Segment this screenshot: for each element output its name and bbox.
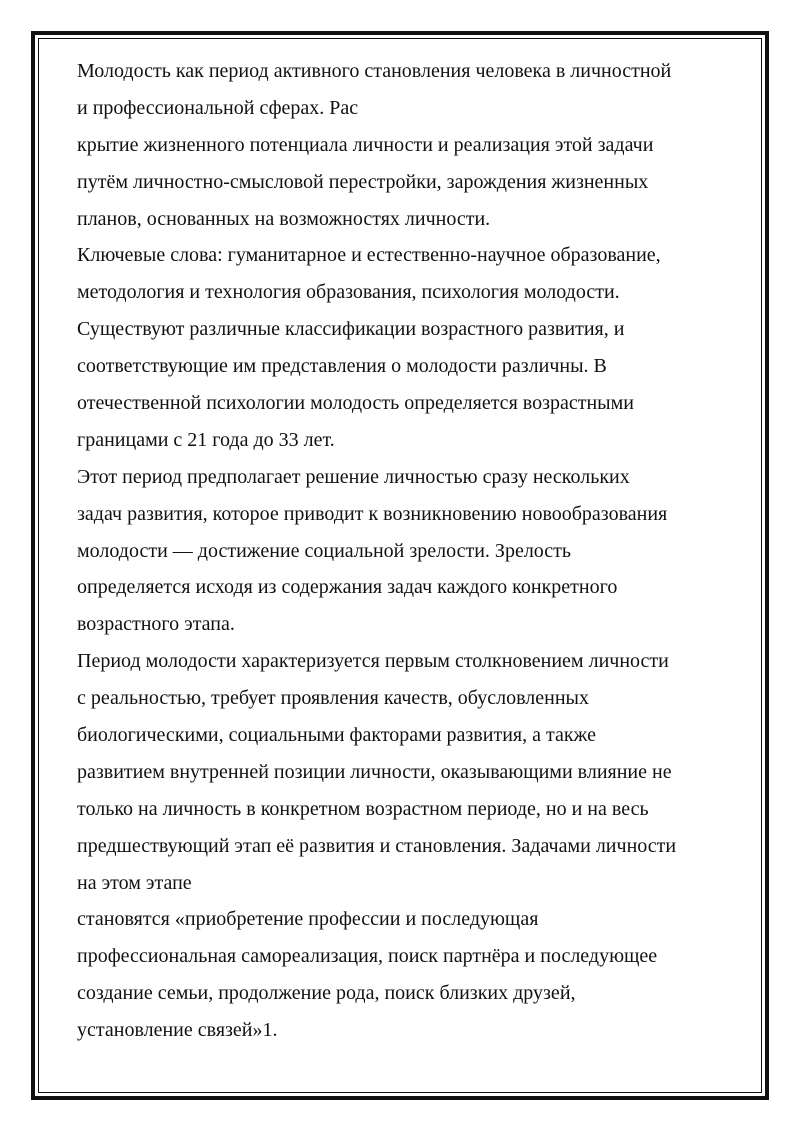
text-line: крытие жизненного потенциала личности и реализация этой задачи [77,133,654,156]
text-line: создание семьи, продолжение рода, поиск близких друзей, [77,982,576,1005]
text-line: предшествующий этап её развития и становления. Задачами личности [77,834,677,857]
text-line: на этом этапе [77,871,192,894]
text-line: планов, основанных на возможностях личности. [77,207,491,230]
text-line: определяется исходя из содержания задач каждого конкретного [77,576,618,599]
text-line: только на личность в конкретном возрастном периоде, но и на весь [77,797,649,820]
text-line: возрастного этапа. [77,613,235,636]
text-line: Молодость как период активного становления человека в личностной [77,60,672,82]
text-line: методология и технология образования, психология молодости. [77,281,620,304]
text-line: Ключевые слова: гуманитарное и естественно-научное образование, [77,244,661,267]
text-line: границами с 21 года до 33 лет. [77,428,335,451]
text-line: соответствующие им представления о молодости различны. В [77,355,607,378]
text-line: Этот период предполагает решение личностью сразу нескольких [77,465,630,488]
text-line: с реальностью, требует проявления качеств, обусловленных [77,687,589,710]
text-line: молодости — достижение социальной зрелости. Зрелость [77,539,572,562]
text-line: отечественной психологии молодость определяется возрастными [77,392,634,415]
text-line: путём личностно-смысловой перестройки, зарождения жизненных [77,170,649,193]
text-line: биологическими, социальными факторами развития, а также [77,724,596,747]
text-line: развитием внутренней позиции личности, оказывающими влияние не [77,760,672,783]
text-line: профессиональная самореализация, поиск партнёра и последующее [77,945,658,968]
text-line: Период молодости характеризуется первым столкновением личности [77,650,669,673]
text-line: установление связей»1. [77,1019,278,1042]
text-line: становятся «приобретение профессии и последующая [77,908,539,931]
text-line: задач развития, которое приводит к возникновению новообразования [77,502,668,525]
document-text [77,53,737,1049]
text-line: Существуют различные классификации возрастного развития, и [77,318,625,341]
text-line: и профессиональной сферах. Рас [77,96,359,119]
